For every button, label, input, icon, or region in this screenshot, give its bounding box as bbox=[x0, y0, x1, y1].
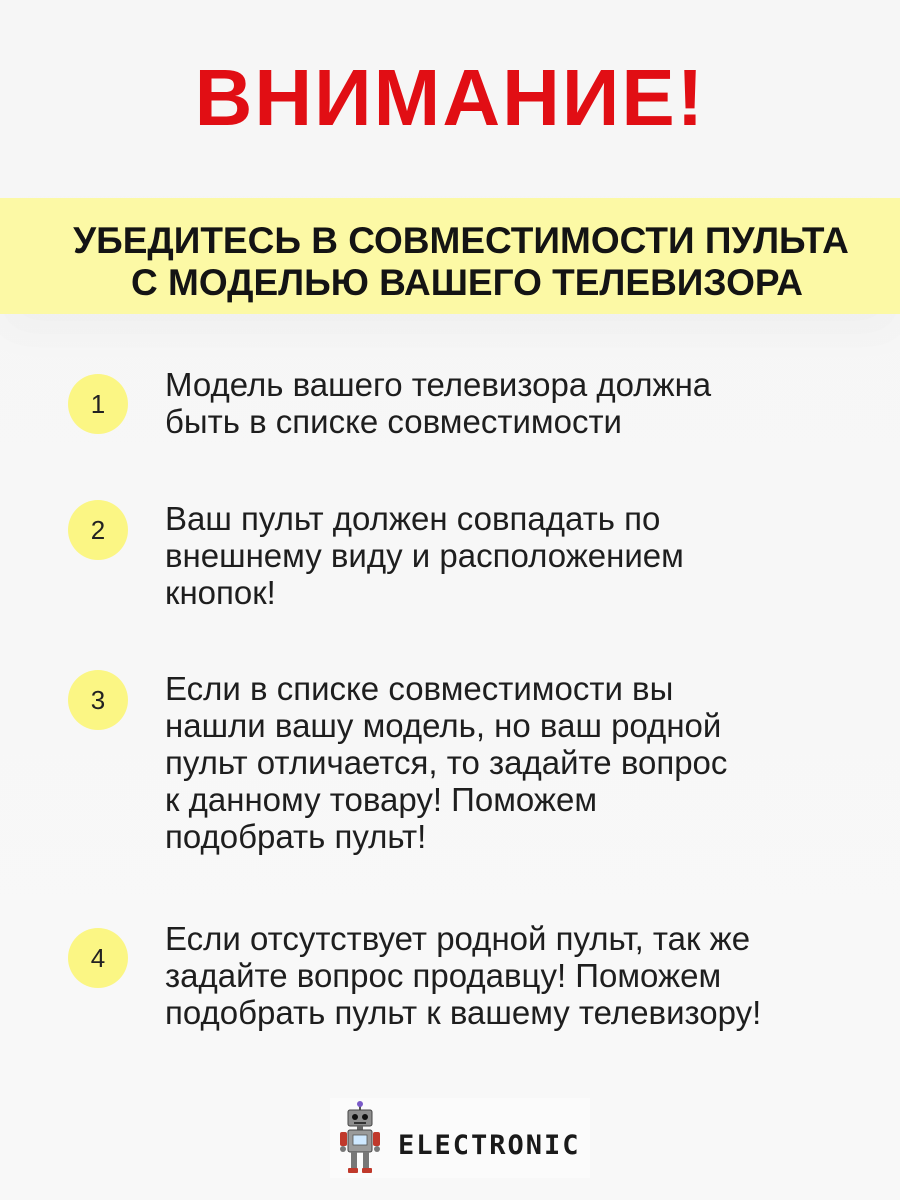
step-text-line: подобрать пульт! bbox=[165, 818, 427, 855]
step-number-badge: 4 bbox=[68, 928, 128, 988]
step-number-badge: 2 bbox=[68, 500, 128, 560]
step-number-badge: 1 bbox=[68, 374, 128, 434]
brand-name: ELECTRONIC bbox=[398, 1130, 581, 1161]
step-text-line: пульт отличается, то задайте вопрос bbox=[165, 744, 728, 781]
banner-line-1: УБЕДИТЕСЬ В СОВМЕСТИМОСТИ ПУЛЬТА bbox=[73, 220, 849, 261]
step-text bbox=[165, 500, 885, 611]
step-text-line: к данному товару! Поможем bbox=[165, 781, 598, 818]
robot-icon bbox=[336, 1100, 384, 1176]
step-text bbox=[165, 670, 885, 855]
step-text-line: подобрать пульт к вашему телевизору! bbox=[165, 994, 762, 1031]
step-number-badge: 3 bbox=[68, 670, 128, 730]
step-text-line: нашли вашу модель, но ваш родной bbox=[165, 707, 722, 744]
step-text-line: внешнему виду и расположением bbox=[165, 537, 684, 574]
step-text bbox=[165, 366, 885, 440]
banner-line-2: С МОДЕЛЬЮ ВАШЕГО ТЕЛЕВИЗОРА bbox=[131, 262, 803, 303]
step-text-line: Если отсутствует родной пульт, так же bbox=[165, 920, 751, 957]
step-text-line: Модель вашего телевизора должна bbox=[165, 366, 712, 403]
step-text-line: быть в списке совместимости bbox=[165, 403, 622, 440]
compatibility-banner bbox=[0, 198, 900, 314]
step-text bbox=[165, 920, 885, 1031]
step-text-line: Если в списке совместимости вы bbox=[165, 670, 674, 707]
brand-logo bbox=[330, 1098, 590, 1178]
page-title: ВНИМАНИЕ! bbox=[194, 53, 706, 142]
step-text-line: Ваш пульт должен совпадать по bbox=[165, 500, 661, 537]
step-text-line: кнопок! bbox=[165, 574, 276, 611]
step-text-line: задайте вопрос продавцу! Поможем bbox=[165, 957, 722, 994]
